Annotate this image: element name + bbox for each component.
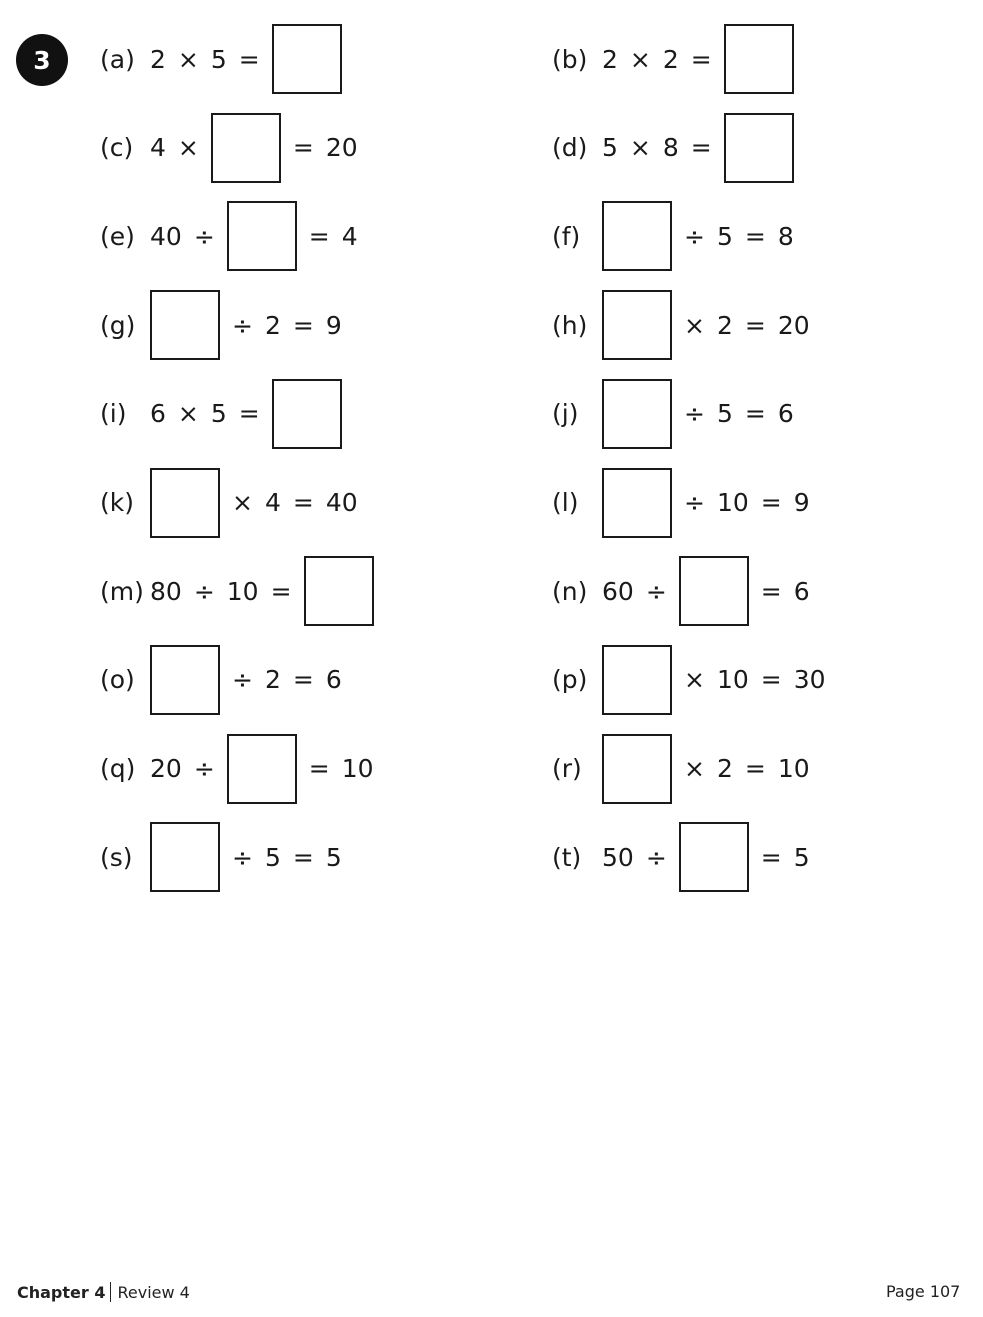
- number: 2: [264, 665, 281, 695]
- problem-label: (g): [100, 310, 136, 340]
- problem-item: [552, 468, 822, 538]
- number: 6: [325, 665, 342, 695]
- problem-item: [100, 822, 354, 892]
- problem-label: (a): [100, 44, 135, 74]
- operator: =: [690, 44, 712, 74]
- problem-label: (r): [552, 754, 582, 784]
- operator: =: [292, 133, 314, 163]
- problem-label: (n): [552, 576, 588, 606]
- number: 6: [793, 576, 810, 606]
- operator: =: [744, 754, 766, 784]
- number: 2: [264, 310, 281, 340]
- number: 5: [264, 842, 281, 872]
- operator: =: [744, 399, 766, 429]
- problem-item: [100, 468, 370, 538]
- number: 60: [602, 576, 634, 606]
- operator: ÷: [232, 310, 253, 340]
- answer-box[interactable]: [679, 822, 749, 892]
- operator: ×: [684, 665, 705, 695]
- operator: ÷: [232, 842, 253, 872]
- number: 5: [325, 842, 342, 872]
- number: 2: [150, 44, 166, 74]
- number: 40: [150, 221, 182, 251]
- number: 6: [777, 399, 794, 429]
- problem-label: (m): [100, 576, 144, 606]
- chapter-label: Chapter 4: [17, 1283, 106, 1302]
- number: 2: [716, 754, 733, 784]
- problem-item: [100, 645, 354, 715]
- answer-box[interactable]: [150, 645, 220, 715]
- number: 20: [777, 310, 810, 340]
- operator: ÷: [684, 488, 705, 517]
- operator: =: [744, 221, 766, 251]
- number: 80: [150, 576, 182, 606]
- answer-box[interactable]: [679, 556, 749, 626]
- operator: ÷: [232, 665, 253, 695]
- footer-divider: [110, 1282, 111, 1302]
- answer-box[interactable]: [227, 201, 297, 271]
- problem-label: (d): [552, 133, 588, 163]
- operator: ÷: [193, 221, 215, 251]
- problem-label: (c): [100, 133, 134, 163]
- problem-item: [552, 645, 838, 715]
- number: 5: [793, 842, 810, 872]
- operator: ×: [177, 399, 199, 429]
- operator: =: [238, 44, 260, 74]
- operator: =: [760, 665, 782, 695]
- number: 10: [341, 754, 374, 784]
- problem-item: [552, 290, 822, 360]
- number: 5: [210, 399, 227, 429]
- problem-item: [100, 290, 354, 360]
- answer-box[interactable]: [602, 645, 672, 715]
- operator: ×: [684, 310, 705, 340]
- number: 20: [150, 754, 182, 784]
- number: 5: [716, 221, 733, 251]
- operator: ÷: [193, 576, 215, 606]
- operator: =: [308, 221, 330, 251]
- problem-label: (e): [100, 221, 135, 251]
- problem-item: [100, 734, 386, 804]
- problem-label: (b): [552, 44, 588, 74]
- operator: =: [292, 310, 314, 340]
- number: 8: [777, 221, 794, 251]
- problem-label: (s): [100, 842, 133, 872]
- number: 10: [777, 754, 810, 784]
- number: 5: [210, 44, 227, 74]
- problem-item: [100, 201, 370, 271]
- problem-label: (p): [552, 665, 588, 695]
- number: 5: [716, 399, 733, 429]
- operator: =: [760, 576, 782, 606]
- operator: ÷: [645, 842, 667, 872]
- answer-box[interactable]: [150, 822, 220, 892]
- operator: =: [292, 665, 314, 695]
- answer-box[interactable]: [724, 24, 794, 94]
- problem-item: [552, 822, 822, 892]
- number: 50: [602, 842, 634, 872]
- answer-box[interactable]: [304, 556, 374, 626]
- number: 10: [716, 488, 749, 517]
- problem-item: [552, 556, 822, 626]
- number: 4: [264, 488, 281, 517]
- answer-box[interactable]: [602, 201, 672, 271]
- problem-item: [552, 113, 806, 183]
- operator: =: [270, 576, 292, 606]
- answer-box[interactable]: [211, 113, 281, 183]
- section-label: Review 4: [117, 1283, 190, 1302]
- answer-box[interactable]: [227, 734, 297, 804]
- problem-item: [100, 379, 354, 449]
- problem-label: (t): [552, 842, 582, 872]
- answer-box[interactable]: [272, 24, 342, 94]
- problem-label: (k): [100, 488, 134, 517]
- number: 6: [150, 399, 166, 429]
- problem-label: (h): [552, 310, 588, 340]
- problem-item: [100, 24, 354, 94]
- operator: =: [690, 133, 712, 163]
- number: 20: [325, 133, 358, 163]
- number: 2: [716, 310, 733, 340]
- answer-box[interactable]: [602, 734, 672, 804]
- number: 30: [793, 665, 826, 695]
- answer-box[interactable]: [602, 290, 672, 360]
- problem-label: (f): [552, 221, 581, 251]
- answer-box[interactable]: [602, 379, 672, 449]
- number: 4: [150, 133, 166, 163]
- operator: ÷: [684, 221, 705, 251]
- answer-box[interactable]: [150, 290, 220, 360]
- operator: =: [292, 842, 314, 872]
- operator: ×: [177, 133, 199, 163]
- problem-item: [552, 201, 806, 271]
- problem-label: (q): [100, 754, 136, 784]
- footer-chapter: [17, 1282, 190, 1302]
- problem-item: [552, 24, 806, 94]
- problem-item: [552, 734, 822, 804]
- operator: ×: [629, 44, 651, 74]
- problem-label: (o): [100, 665, 135, 695]
- problem-label: (l): [552, 488, 579, 517]
- number: 2: [662, 44, 679, 74]
- problem-item: [552, 379, 806, 449]
- answer-box[interactable]: [602, 468, 672, 538]
- problem-label: (i): [100, 399, 127, 429]
- operator: ÷: [193, 754, 215, 784]
- number: 2: [602, 44, 618, 74]
- number: 8: [662, 133, 679, 163]
- operator: =: [744, 310, 766, 340]
- operator: ÷: [684, 399, 705, 429]
- number: 4: [341, 221, 358, 251]
- number: 10: [226, 576, 259, 606]
- answer-box[interactable]: [150, 468, 220, 538]
- number: 5: [602, 133, 618, 163]
- operator: ×: [684, 754, 705, 784]
- answer-box[interactable]: [724, 113, 794, 183]
- operator: ÷: [645, 576, 667, 606]
- number: 10: [716, 665, 749, 695]
- number: 40: [325, 488, 358, 517]
- answer-box[interactable]: [272, 379, 342, 449]
- operator: =: [760, 488, 782, 517]
- number: 9: [325, 310, 342, 340]
- number: 9: [793, 488, 810, 517]
- page-number: Page 107: [886, 1282, 961, 1301]
- operator: =: [308, 754, 330, 784]
- problem-item: [100, 556, 386, 626]
- question-number-badge: 3: [16, 34, 68, 86]
- operator: ×: [177, 44, 199, 74]
- problem-item: [100, 113, 370, 183]
- operator: ×: [232, 488, 253, 517]
- operator: ×: [629, 133, 651, 163]
- operator: =: [292, 488, 314, 517]
- operator: =: [760, 842, 782, 872]
- operator: =: [238, 399, 260, 429]
- problem-label: (j): [552, 399, 579, 429]
